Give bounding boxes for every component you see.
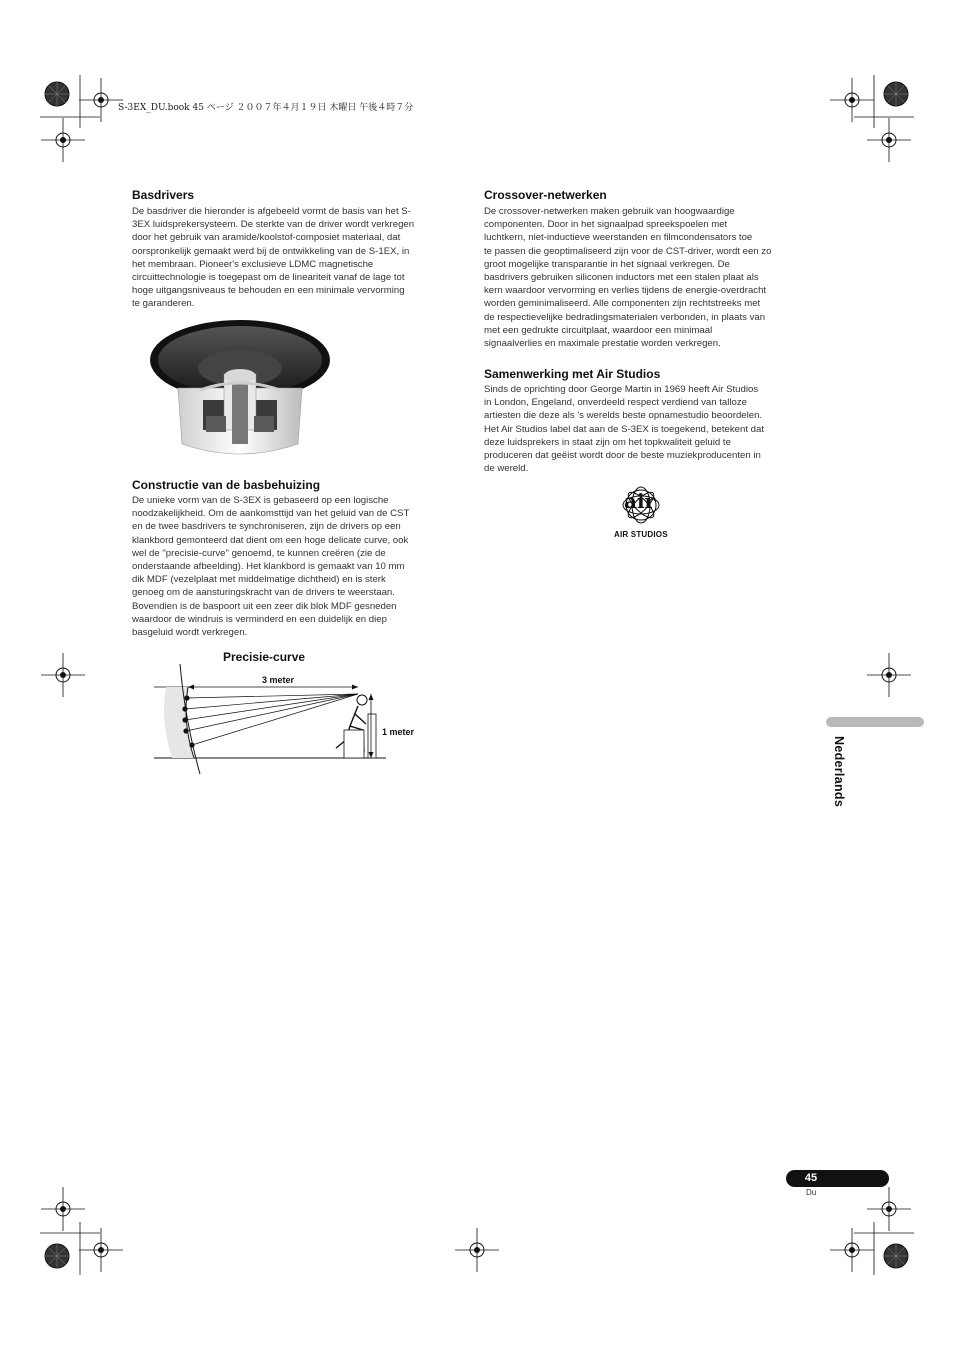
print-header: S-3EX_DU.book 45 ページ ２００７年４月１９日 木曜日 午後４時７分 — [118, 103, 414, 113]
basdrivers-line: De basdriver die hieronder is afgebeeld vormt de basis van het S- — [132, 206, 411, 217]
samenwerking-line: deze luidsprekers in staat zijn om het topkwaliteit geluid te — [484, 436, 731, 448]
constructie-line: wel de "precisie-curve" genoemd, te kunnen creëren (zie de — [132, 547, 386, 559]
air-studios-caption: AIR STUDIOS — [614, 530, 668, 539]
constructie-line: noodzakelijkheid. Om de aankomsttijd van het geluid van de CST — [132, 508, 410, 520]
language-tab-label: Nederlands — [832, 736, 846, 808]
crossover-line: groot mogelijke transparantie in het signaal verkregen. De — [484, 258, 730, 270]
samenwerking-line: produceren dat geëist wordt door de beste muziekproducenten in — [484, 450, 761, 462]
basdrivers-heading: Basdrivers — [132, 188, 195, 202]
section-crossover — [484, 188, 804, 350]
basdrivers-line: 3EX luidsprekersysteem. De sterkte van de driver wordt verkregen — [132, 219, 415, 231]
constructie-body — [132, 494, 450, 639]
constructie-line: basgeluid wordt verkregen. — [132, 627, 248, 639]
crossover-line: worden geminimaliseerd. Alle componenten zijn rechtstreeks met — [484, 298, 761, 310]
samenwerking-heading: Samenwerking met Air Studios — [484, 367, 661, 381]
language-tab-bar — [826, 717, 924, 727]
height-label: 1 meter — [382, 727, 415, 737]
section-constructie — [132, 478, 450, 639]
constructie-line: waardoor de windruis is verminderd en een duidelijk en diep — [132, 613, 387, 625]
distance-label: 3 meter — [262, 675, 295, 685]
crossover-body — [484, 205, 804, 350]
samenwerking-line: Sinds de oprichting door George Martin in 1969 heeft Air Studios — [484, 384, 759, 395]
page-language-code: Du — [806, 1188, 817, 1197]
page-number: 45 — [804, 1172, 818, 1184]
basdrivers-line: circuittechnologie is toegepast om de lineariteit vanaf de lage tot — [132, 272, 405, 284]
samenwerking-line: de wereld. — [484, 463, 529, 475]
crossover-line: componenten. Door in het signaalpad spreekspoelen met — [484, 219, 728, 231]
constructie-line: De unieke vorm van de S-3EX is gebaseerd op een logische — [132, 495, 389, 506]
samenwerking-line: artiesten die deze als 's werelds beste opnamestudio beoordelen. — [484, 410, 763, 422]
precisie-curve-title: Precisie-curve — [223, 650, 306, 664]
constructie-line: dik MDF (vezelplaat met middelmatige dichtheid) en is sterk — [132, 574, 386, 586]
bass-driver-illustration — [148, 316, 334, 458]
basdrivers-body — [132, 205, 450, 311]
constructie-line: Bovendien is de baspoort uit een zeer dik blok MDF gesneden — [132, 600, 397, 612]
basdrivers-line: te garanderen. — [132, 298, 195, 310]
constructie-line: klankbord gemonteerd dat dient om een hoge delicate curve, ook — [132, 534, 409, 546]
basdrivers-line: door het gebruik van aramide/koolstof-composiet materiaal, dat — [132, 232, 401, 244]
samenwerking-body — [484, 383, 804, 475]
crossover-heading: Crossover-netwerken — [484, 188, 607, 202]
basdrivers-line: het membraan. Pioneer's exclusieve LDMC magnetische — [132, 258, 374, 270]
constructie-line: onderstaande afbeelding). Het klankbord is gemaakt van 10 mm — [132, 561, 405, 573]
section-basdrivers — [132, 188, 450, 311]
crossover-line: basdrivers gebruiken siliconen inductors met een stalen plaat als — [484, 272, 759, 284]
crossover-line: De crossover-netwerken maken gebruik van hoogwaardige — [484, 206, 735, 217]
crossover-line: te passen die geoptimaliseerd zijn voor de CST-driver, wordt een zo — [484, 245, 772, 257]
crossover-line: signaalverlies en maximale prestatie worden verkregen. — [484, 338, 721, 350]
air-logo-mark: air — [624, 489, 656, 513]
constructie-line: en de twee basdrivers te synchroniseren, zijn de drivers op een — [132, 521, 401, 533]
samenwerking-line: in London, Engeland, onverdeeld respect verdiend van talloze — [484, 397, 747, 409]
crossover-line: kern waardoor vervorming en verlies tijdens de energie-overdracht — [484, 285, 767, 297]
section-samenwerking — [484, 367, 804, 475]
constructie-line: genoeg om de aansturingskracht van de drivers te weerstaan. — [132, 587, 395, 599]
constructie-heading: Constructie van de basbehuizing — [132, 478, 321, 492]
basdrivers-line: hoge uitgangsniveaus te behouden en een minimale vervorming — [132, 285, 405, 297]
samenwerking-line: Het Air Studios label dat aan de S-3EX is toegekend, betekent dat — [484, 423, 765, 435]
crossover-line: luchtkern, niet-inductieve weerstanden en filmcondensators toe — [484, 232, 753, 244]
precisie-curve-diagram — [150, 660, 390, 775]
basdrivers-line: oorspronkelijk gemaakt werd bij de ontwikkeling van de S-1EX, in — [132, 245, 410, 257]
crossover-line: de respectievelijke bedradingsmaterialen verbonden, in plaats van — [484, 311, 766, 323]
crossover-line: met een gedrukte circuitplaat, waardoor een minimaal — [484, 324, 713, 336]
